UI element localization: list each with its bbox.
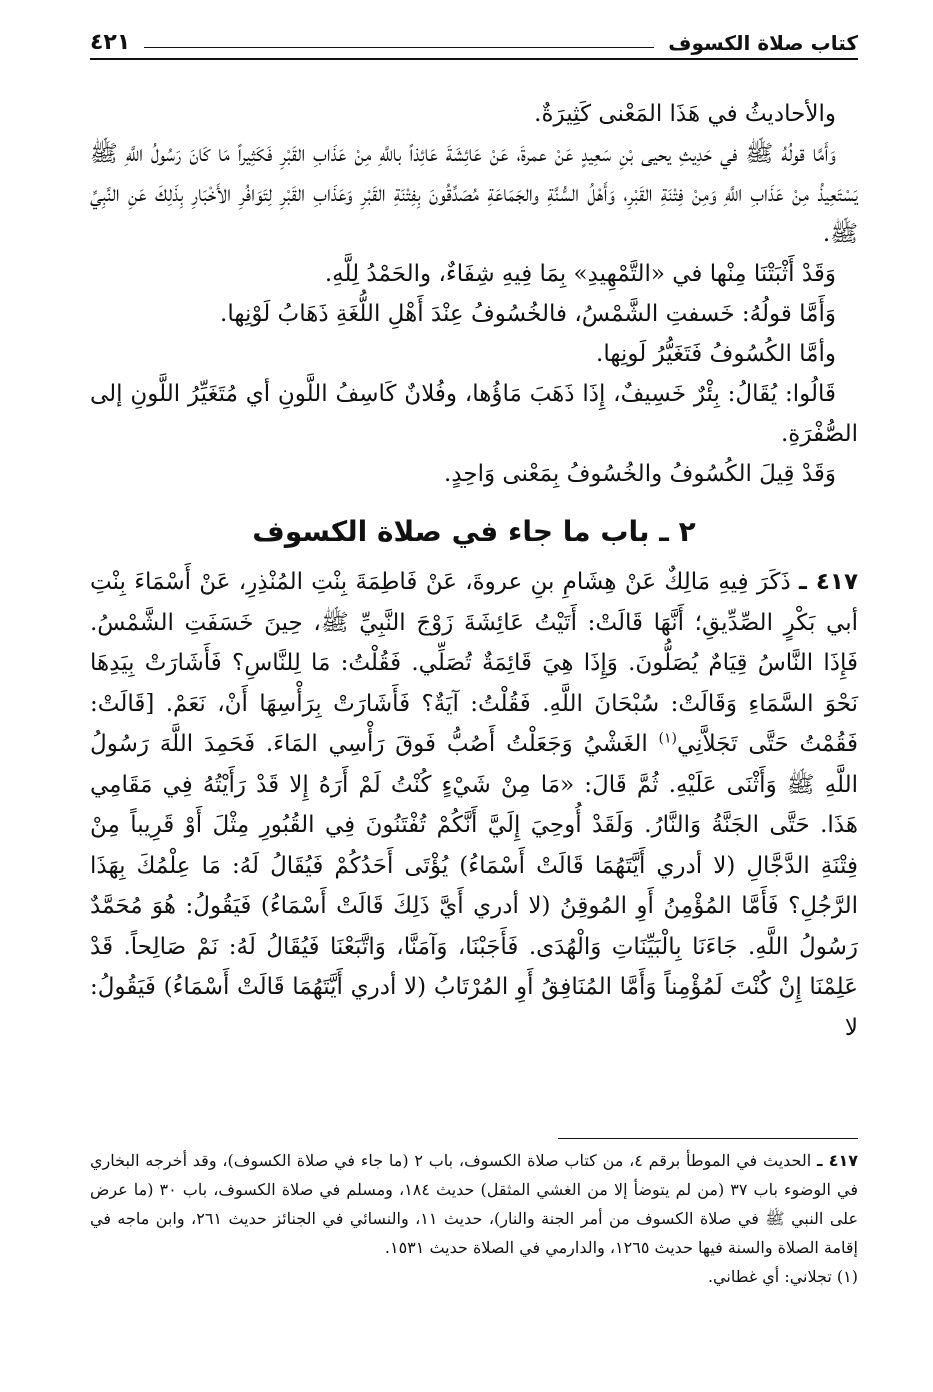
footnote-1: (١) تجلاني: أي غطاني. [707,1267,858,1286]
footnote-marker: (١) [658,730,677,747]
section-heading: ٢ ـ باب ما جاء في صلاة الكسوف [252,515,696,548]
header-divider [144,47,654,48]
paragraph: وأمَّا الكُسُوفُ فَتَغَيُّرُ لَونِها. [596,341,836,367]
footnotes [90,1146,858,1291]
footnote-separator [558,1138,858,1139]
paragraph: وَقَدْ أَثْبَتْنَا مِنْها في «التَّمْهِيدِ» بِمَا فِيهِ شِفَاءٌ، والحَمْدُ لِلَّهِ. [324,261,836,287]
paragraph: وَأَمَّا قولُهُ ﷺ في حَدِيثِ يحيى بْنِ سَعِيدٍ عَنْ عمرةَ، عَنْ عَائِشَةَ عَائِذاً باللَّهِ مِنْ عَذَابِ القَبْرِ فَكَثِيراً مَا كَانَ رَسُولُ اللَّهِ ﷺ يَسْتَعِيذُ مِنْ عَذَابِ اللَّهِ وَمِنْ فِتْنَةِ القَبْرِ، وَأَهْلُ السُّنَّةِ والجَمَاعَةِ مُصَدِّقُونَ بِفِتْنَةِ القَبْرِ وَعَذَابِ القَبْرِ لِتَوَافُرِ الأَخْبَارِ بِذَلِكَ عَنِ النَّبِيِّ ﷺ. [90,141,858,247]
paragraph: وَقَدْ قِيلَ الكُسُوفُ والخُسُوفُ بِمَعْنى وَاحِدٍ. [443,461,836,487]
paragraph: قَالُوا: يُقَالُ: بِئْرٌ خَسِيفٌ، إِذَا ذَهَبَ مَاؤُها، وفُلانٌ كَاسِفُ اللَّونِ أي مُتَغَيِّرُ اللَّونِ إلى الصُّفْرَةِ. [90,381,858,447]
hadith-number: ٤١٧ ـ [799,569,859,595]
footnote-hadith-reference [90,1146,858,1262]
paragraph: والأحاديثُ في هَذَا المَعْنى كَثِيرَةٌ. [534,101,836,127]
hadith-text-part-2: الغَشْيُ وَجَعَلْتُ أَصُبُّ فَوقَ رَأْسِي المَاءَ. فَحَمِدَ اللَّهَ رَسُولُ اللَّهِ ﷺ وَأَثْنَى عَلَيْهِ. ثُمَّ قَالَ: «مَا مِنْ شَيْءٍ كُنْتُ لَمْ أَرَهُ إِلا قَدْ رَأَيْتُهُ فِي مَقَامِي هَذَا. حَتَّى الجَنَّةُ وَالنَّارُ. وَلَقَدْ أُوحِيَ إِلَيَّ أَنَّكُمْ تُفْتَنُونَ فِي القُبُورِ مِثْلَ أَوْ قَرِيباً مِنْ فِتْنَةِ الدَّجَّالِ (لا أدري أَيَّتَهُمَا قَالَتْ أَسْمَاءُ) يُؤْتَى أَحَدُكُمْ فَيُقَالُ لَهُ: مَا عِلْمُكَ بِهَذَا الرَّجُلِ؟ فَأَمَّا المُؤْمِنُ أَوِ المُوقِنُ (لا أدري أَيَّ ذَلِكَ قَالَتْ أَسْمَاءُ) فَيَقُولُ: هُوَ مُحَمَّدٌ رَسُولُ اللَّهِ. جَاءَنَا بِالْبَيِّنَاتِ وَالْهُدَى. فَأَجَبْنَا، وَآمَنَّا، وَاتَّبَعْنَا فَيُقَالُ لَهُ: نَمْ صَالِحاً. قَدْ عَلِمْنَا إِنْ كُنْتَ لَمُؤْمِناً وَأَمَّا المُنَافِقُ أَوِ المُرْتَابُ (لا أدري أَيَّتَهُمَا قَالَتْ أَسْمَاءُ) فَيَقُولُ: لا [90,731,859,1041]
page-number: ٤٢١ [90,30,131,55]
paragraph: وَأَمَّا قولُهُ: خَسفتِ الشَّمْسُ، فالخُسُوفُ عِنْدَ أَهْلِ اللُّغَةِ ذَهَابُ لَوْنِها. [220,301,836,327]
hadith-text-part-1: ذَكَرَ فِيهِ مَالِكٌ عَنْ هِشَامِ بنِ عروةَ، عَنْ فَاطِمَةَ بِنْتِ المُنْذِرِ، عَنْ أَسْمَاءَ بِنْتِ أبي بَكْرٍ الصِّدِّيقِ؛ أَنَّهَا قَالَتْ: أَتَيْتُ عَائِشَةَ زَوْجَ النَّبِيِّ ﷺ، حِينَ خَسَفَتِ الشَّمْسُ. فَإِذَا النَّاسُ قِيَامٌ يُصَلُّونَ. وَإِذَا هِيَ قَائِمَةٌ تُصَلِّي. فَقُلْتُ: مَا لِلنَّاسِ؟ فَأَشَارَتْ بِيَدِهَا نَحْوَ السَّمَاءِ وَقَالَتْ: سُبْحَانَ اللَّهِ. فَقُلْتُ: آيَةٌ؟ فَأَشَارَتْ بِرَأْسِهَا أَنْ، نَعَمْ. [قَالَتْ: فَقُمْتُ حَتَّى تَجَلاَّنِي [90,569,858,757]
hadith-paragraph [90,562,858,1048]
book-page [90,22,858,1048]
footnote-hadith-number: ٤١٧ ـ [816,1151,859,1170]
chapter-title: كتاب صلاة الكسوف [668,31,858,55]
main-text [90,94,858,1048]
page-header [90,22,858,60]
footnote-hadith-text: الحديث في الموطأ برقم ٤، من كتاب صلاة الكسوف، باب ٢ (ما جاء في صلاة الكسوف)، وقد أخرجه البخاري في الوضوء باب ٣٧ (من لم يتوضأ إلا من الغشي المثقل) حديث ١٨٤، ومسلم في صلاة الكسوف، باب ٣٠ (ما عرض على النبي ﷺ في صلاة الكسوف من أمر الجنة والنار)، حديث ١١، والنسائي في الجنائز حديث ٢٦١، وابن ماجه في إقامة الصلاة والسنة فيها حديث ١٢٦٥، والدارمي في الصلاة حديث ١٥٣١. [90,1151,859,1257]
